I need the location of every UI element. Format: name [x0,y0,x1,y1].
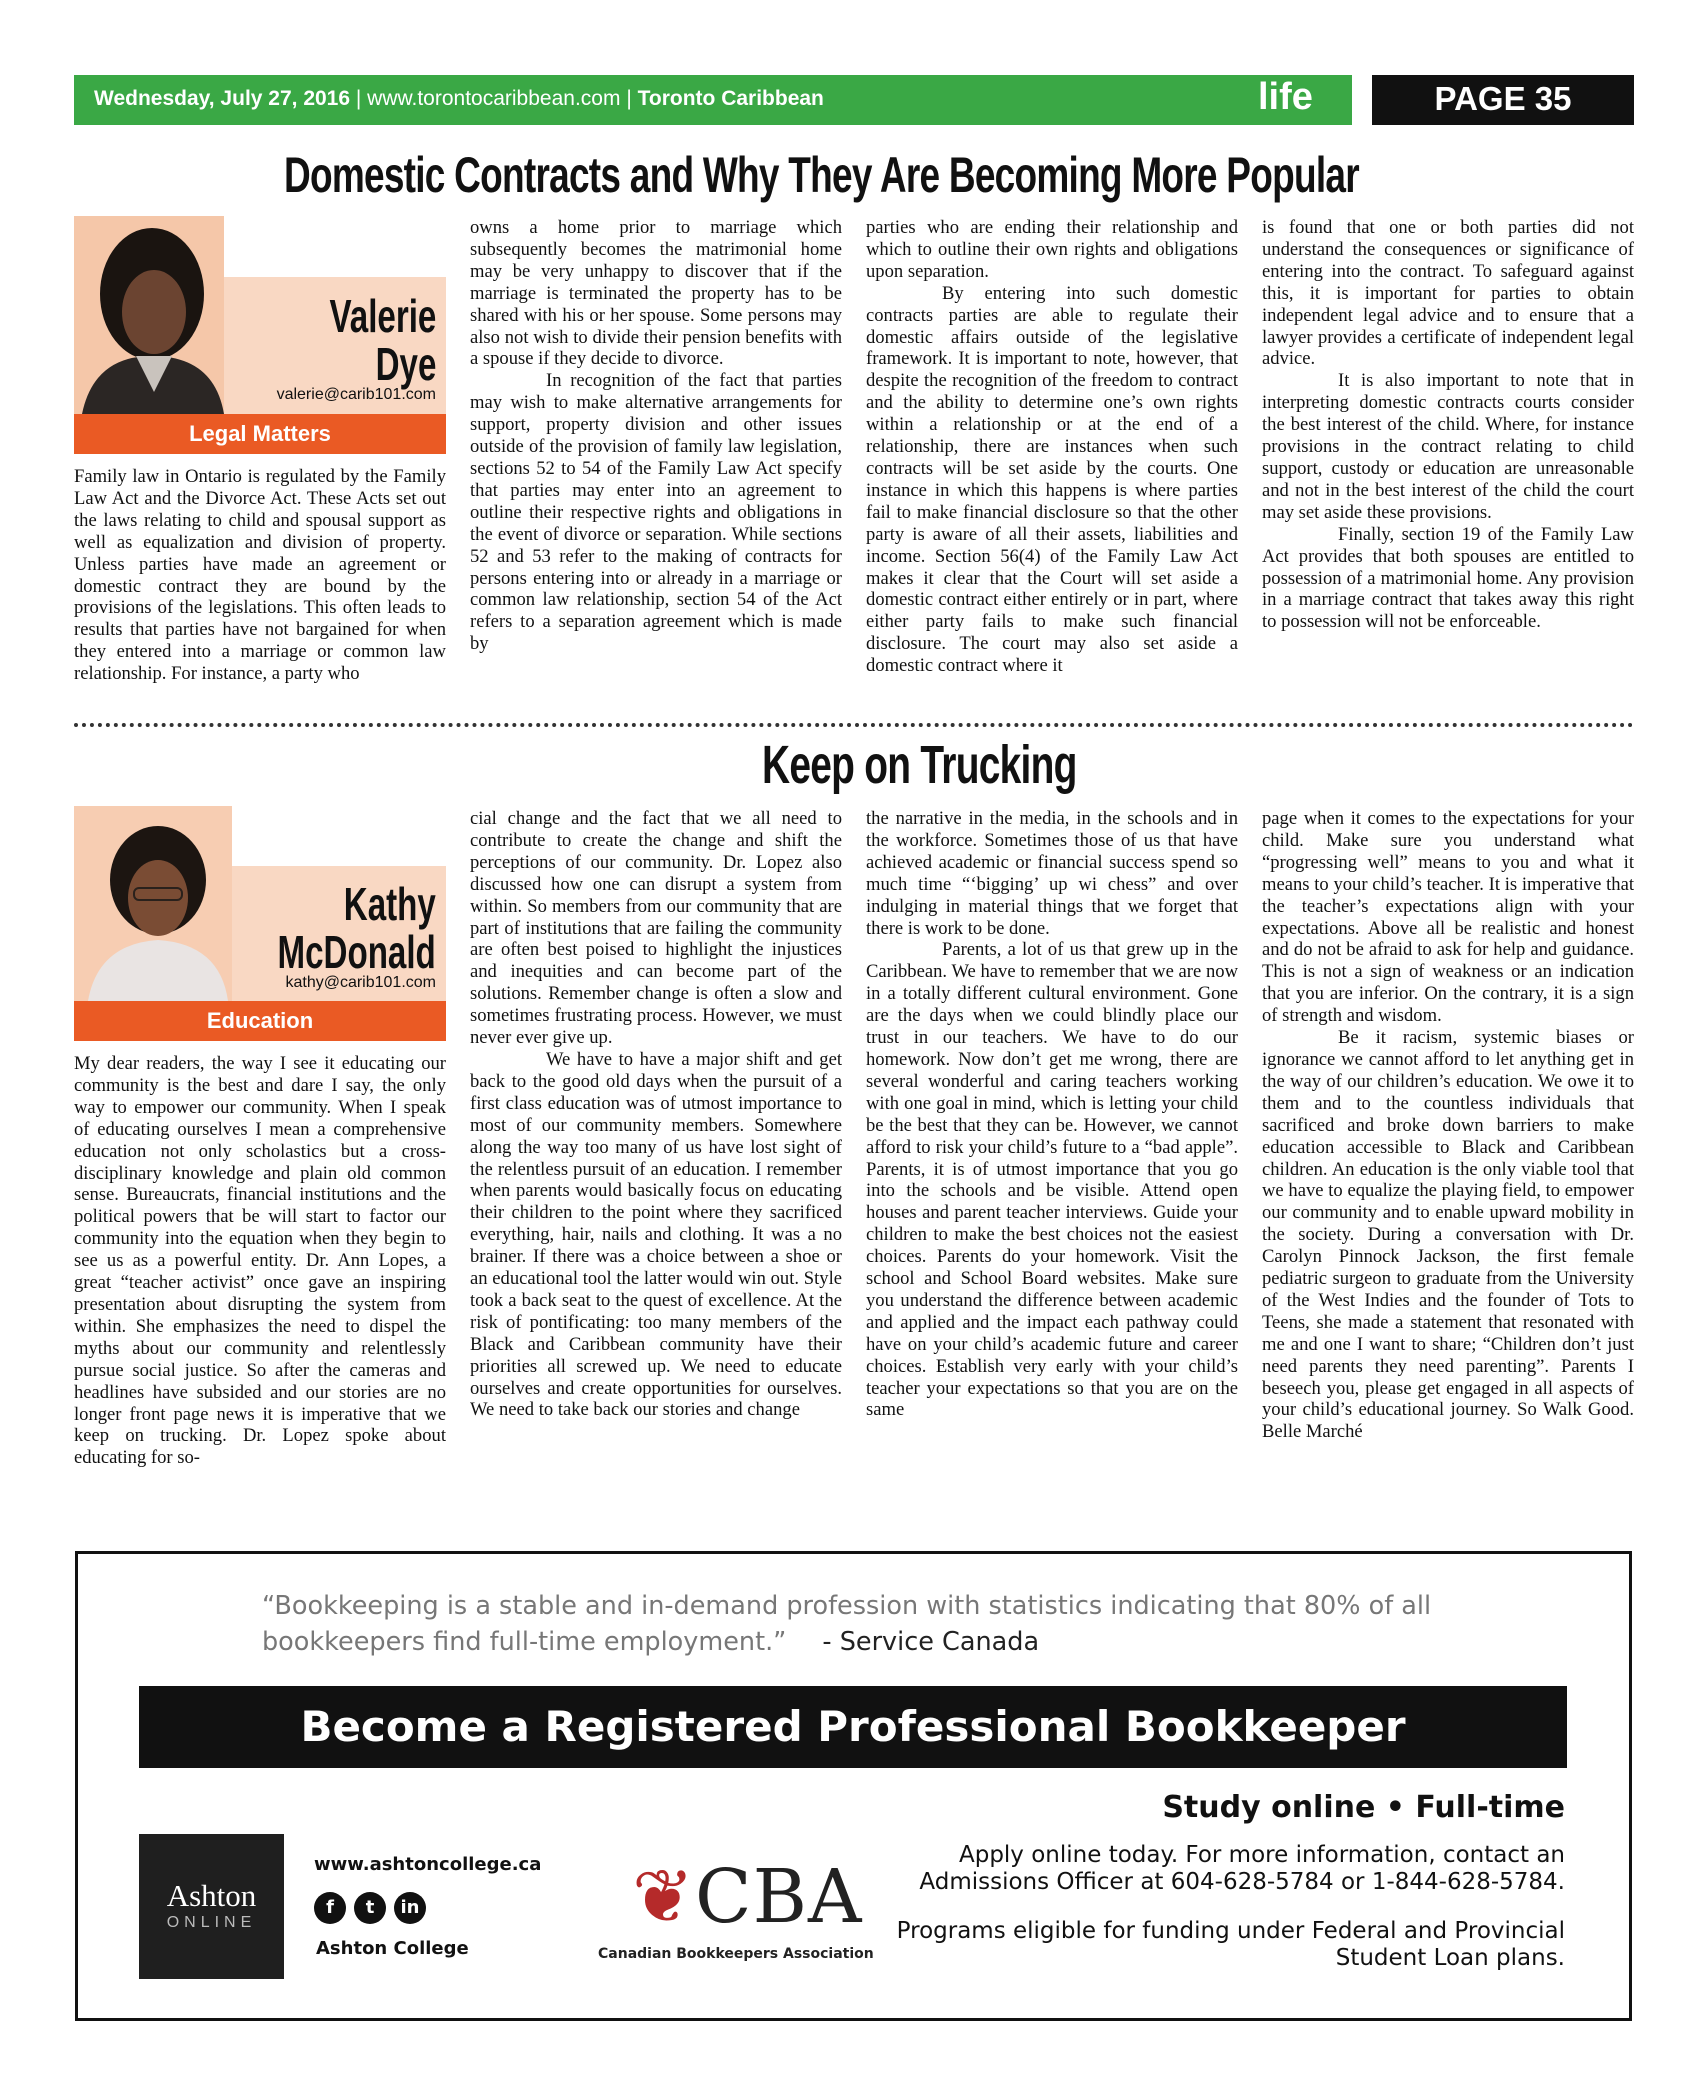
article1-paragraph: parties who are ending their relationship and which to outline their own rights and obligations upon separation. [866,217,1238,282]
article1-paragraph: is found that one or both parties did not understand the consequences or significance of entering into the contract. To safeguard against this, it is important for parties to obtain independent legal advice and to ensure that a lawyer provides a certificate of independent legal advice. [1262,217,1634,370]
header-publication: Toronto Caribbean [637,87,824,110]
article1-column-4 [1262,217,1634,633]
article1-section-bar: Legal Matters [74,414,446,454]
ashton-website-link[interactable]: www.ashtoncollege.ca [314,1854,542,1875]
article2-paragraph: Parents, a lot of us that grew up in the Caribbean. We have to remember that we are now in a totally different cultural environment. Gone are the days when we could blindly place our trust in our teachers. We have to do our homework. Now don’t get me wrong, there are several wonderful and caring teachers working with one goal in mind, which is letting your child be the best that they can be. However, we cannot afford to risk your child’s future to a “bad apple”. Parents, it is of utmost importance that you go into the schools and be visible. Attend open houses and parent teacher interviews. Guide your children to make the best choices not the easiest choices. Parents do your homework. Visit the school and School Board websites. Make sure you understand the difference between academic and applied and the impact each pathway could have on your child’s academic future and career choices. Establish very early with your child’s teacher your expectations so that you are on the same [866,939,1238,1421]
article2-column-4 [1262,808,1634,1443]
ad-quote-text: “Bookkeeping is a stable and in-demand profession with statistics indicating that 80% of all bookkeepers find full-time employment.” [262,1591,1432,1657]
article2-column-1 [74,1053,446,1469]
maple-leaf-icon: ❦ [632,1854,696,1940]
page-number: PAGE 35 [1434,80,1572,117]
article2-column-2 [470,808,842,1421]
article1-column-3 [866,217,1238,677]
article2-author-last: McDonald [277,926,436,978]
article1-column-1 [74,466,446,685]
facebook-icon[interactable]: f [314,1892,346,1924]
cba-logo [632,1854,862,1940]
article1-author-first: Valerie [329,290,436,342]
article2-paragraph: Be it racism, systemic biases or ignorance we cannot afford to let anything get in the way of our children’s education. We owe it to them and to the countless individuals that sacrificed and broke down barriers to make education accessible to Black and Caribbean children. An education is the only viable tool that we have to equalize the playing field, to empower our community and to enable upward mobility in the society. During a conversation with Dr. Carolyn Pinnock Jackson, the first female pediatric surgeon to graduate from the University of the West Indies and the founder of Tots to Teens, she made a statement that resonated with me and one I want to share; “Children don’t just need parents they need parenting”. Parents I beseech you, please get engaged in all aspects of your child’s educational journey. So Walk Good. Belle Marché [1262,1027,1634,1443]
article1-paragraph: By entering into such domestic contracts parties are able to regulate their domestic affairs outside of the legislative framework. It is important to note, however, that despite the recognition of the freedom to contract and the ability to determine one’s own rights within a relationship or at the end of a relationship, there are instances when such contracts will be set aside by the courts. One instance in which this happens is where parties fail to make financial disclosure so that the other party is aware of all their assets, liabilities and income. Section 56(4) of the Family Law Act makes it clear that the Court will set aside a domestic contract either entirely or in part, where either party fails to make such financial disclosure. The court may also set aside a domestic contract where it [866,282,1238,677]
portrait-icon [74,216,224,414]
article1-paragraph: Finally, section 19 of the Family Law Act provides that both spouses are entitled to possession of a matrimonial home. Any provision in a marriage contract that takes away this right to possession will not be enforceable. [1262,523,1634,633]
ad-study-line: Study online • Full-time [1162,1790,1565,1825]
article2-paragraph: We have to have a major shift and get back to the good old days when the pursuit of a first class education was of utmost importance to most of our community members. Somewhere along the way too many of us have lost sight of the relentless pursuit of an education. I remember when parents would basically focus on educating their children to the point where they sacrificed everything, hair, nails and clothing. It was a no brainer. If there was a choice between a shoe or an educational tool the latter would win out. Style took a back seat to the quest of excellence. At the risk of pontificating: too many members of the Black and Caribbean community have their priorities all screwed up. We need to educate ourselves and create opportunities for ourselves. We need to take back our stories and change [470,1048,842,1421]
article2-section-bar: Education [74,1001,446,1041]
header-date: Wednesday, July 27, 2016 [94,87,351,110]
ad-banner: Become a Registered Professional Bookkeeper [139,1686,1567,1768]
section-label: life [1258,76,1313,118]
article2-column-3 [866,808,1238,1421]
portrait-icon [74,806,232,1001]
ad-quote [262,1588,1512,1660]
article1-paragraph: Family law in Ontario is regulated by the Family Law Act and the Divorce Act. These Acts set out the laws relating to child and spousal support as well as equalization and division of property. Unless parties have made an agreement or domestic contract they are bound by the provisions of the legislations. This often leads to results that parties have not bargained for when they entered into a marriage or common law relationship. For instance, a party who [74,466,446,685]
article2-author-first: Kathy [343,878,436,930]
header-website: www.torontocaribbean.com [367,87,621,110]
linkedin-icon[interactable]: in [394,1892,426,1924]
article1-column-2 [470,217,842,655]
author-photo-kathy [74,806,232,1001]
article2-paragraph: My dear readers, the way I see it educating our community is the best and dare I say, the only way to empower our community. When I speak of educating ourselves I mean a comprehensive education not only scholastics but a cross-disciplinary knowledge and plain old common sense. Bureaucrats, financial institutions and the political powers that be will start to factor our community into the equation when they begin to see us as a powerful entity. Dr. Ann Lopes, a great “teacher activist” once gave an inspiring presentation about disrupting the system from within. She emphasizes the need to dispel the myths about our community and relentlessly pursue social justice. So after the cameras and headlines have subsided and our stories are no longer front page news it is imperative that we keep on trucking. Dr. Lopez spoke about educating for so- [74,1053,446,1469]
article2-headline: Keep on Trucking [762,735,1077,795]
header-dateline: Wednesday, July 27, 2016 | www.torontocaribbean.com | Toronto Caribbean [94,87,824,110]
ashton-online-logo[interactable] [139,1834,284,1979]
cba-logo-text: CBA [695,1854,863,1940]
article2-paragraph: cial change and the fact that we all need to contribute to create the change and shift the perceptions of our community. Dr. Lopez also discussed how one can disrupt a system from within. So members from our community that are part of institutions that are failing the community are often best poised to highlight the injustices and inequities and can become part of the solutions. Remember change is often a slow and sometimes frustrating process. However, we must never ever give up. [470,808,842,1049]
article1-paragraph: owns a home prior to marriage which subsequently becomes the matrimonial home may be very unhappy to discover that if the marriage is terminated the property has to be shared with his or her spouse. Some persons may also not wish to divide their pension benefits with a spouse if they decide to divorce. [470,217,842,370]
article1-paragraph: In recognition of the fact that parties may wish to make alternative arrangements for support, property division and other issues outside of the provision of family law legislation, sections 52 to 54 of the Family Law Act specify that parties may enter into an agreement to outline their respective rights and obligations in the event of divorce or separation. While sections 52 and 53 refer to the making of contracts for persons entering into or already in a marriage or common law relationship, section 54 of the Act refers to a separation agreement which is made by [470,370,842,655]
twitter-icon[interactable]: t [354,1892,386,1924]
ad-apply-text: Apply online today. For more information, contact an Admissions Officer at 604-628-5784 or 1-844-628-5784. [919,1842,1565,1895]
ashton-logo-text: Ashton [166,1878,257,1913]
article1-paragraph: It is also important to note that in interpreting domestic contracts courts consider the best interest of the child. Where, for instance provisions in the contract relating to child support, custody or education are unreasonable and not in the best interest of the child the court may set aside these provisions. [1262,370,1634,523]
ashton-college-name: Ashton College [316,1938,469,1959]
ad-programs-text: Programs eligible for funding under Federal and Provincial Student Loan plans. [896,1918,1565,1971]
article2-paragraph: page when it comes to the expectations for your child. Make sure you understand what “progressing well” means to you and what it means to your child’s teacher. It is imperative that the teacher’s expectations align with your expectations. Above all be realistic and honest and do not be afraid to ask for help and guidance. This is not a sign of weakness or an indication that you are inferior. On the contrary, it is a sign of strength and wisdom. [1262,808,1634,1027]
article2-paragraph: the narrative in the media, in the schools and in the workforce. Sometimes those of us that have achieved academic or financial success spend so much time “‘bigging’ up wi chess” and over indulging in material things that we forget that there is work to be done. [866,808,1238,939]
article-divider [74,723,1634,727]
ashton-logo-subtext: ONLINE [166,1914,257,1931]
author-photo-valerie [74,216,224,414]
article1-author-last: Dye [375,338,436,390]
article1-author-email[interactable]: valerie@carib101.com [276,386,436,403]
article1-headline: Domestic Contracts and Why They Are Becoming More Popular [284,147,1359,203]
article2-author-email[interactable]: kathy@carib101.com [285,974,436,991]
cba-full-name: Canadian Bookkeepers Association [598,1946,874,1962]
ad-quote-source: - Service Canada [822,1627,1040,1657]
